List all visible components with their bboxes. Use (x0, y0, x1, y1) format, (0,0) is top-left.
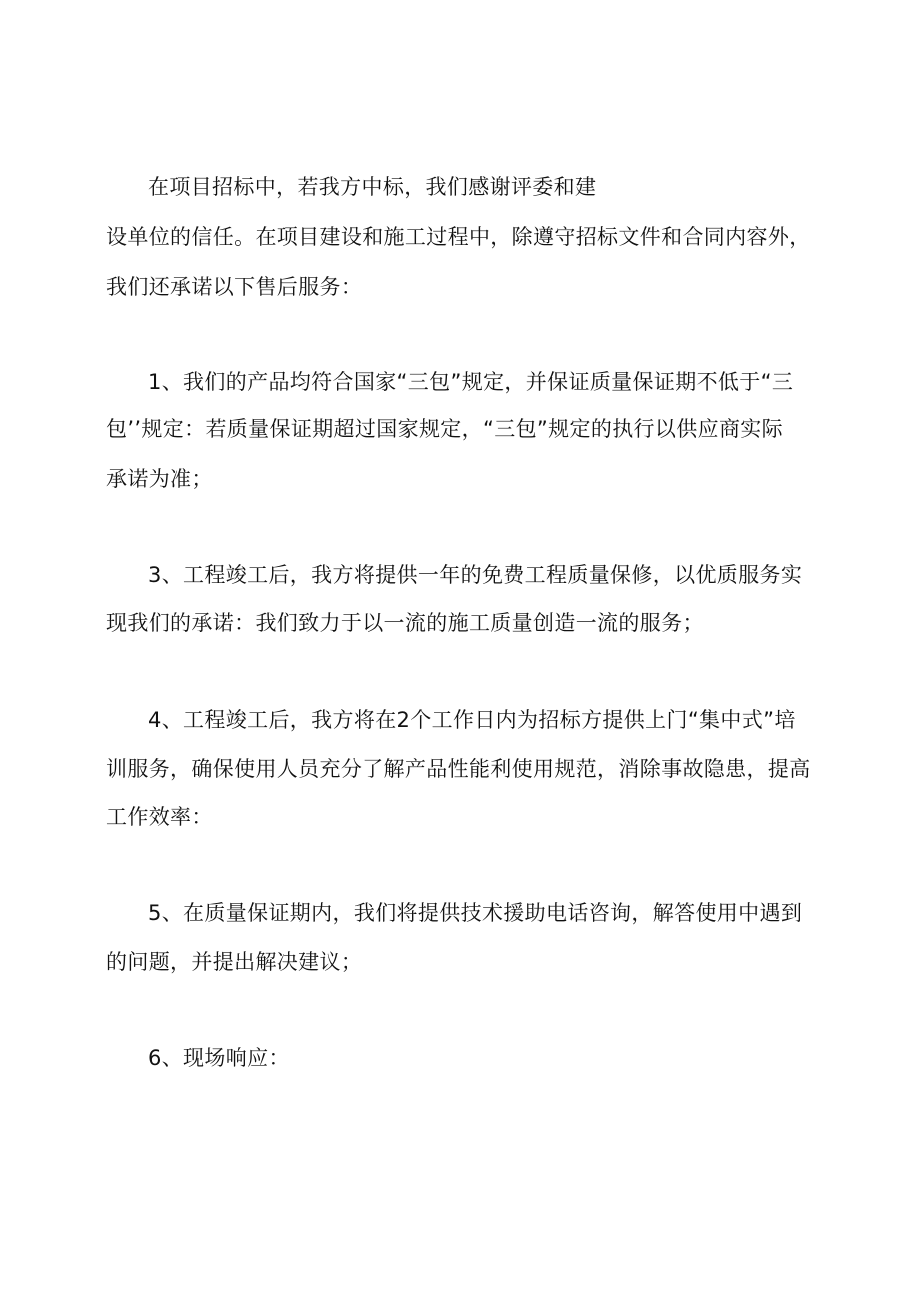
text-line: 在项目招标中，若我方中标，我们感谢评委和建 (148, 175, 597, 199)
text-line: 承诺为准； (106, 467, 213, 491)
text-line: 1、我们的产品均符合国家“三包”规定，并保证质量保证期不低于“三 (148, 370, 794, 394)
text-line: 工作效率： (106, 805, 213, 829)
text-line: 3、工程竣工后，我方将提供一年的免费工程质量保修，以优质服务实 (148, 563, 803, 587)
text-line: 现我们的承诺：我们致力于以一流的施工质量创造一流的服务； (106, 611, 704, 635)
text-line: 设单位的信任。在项目建设和施工过程中，除遵守招标文件和合同内容外， (106, 225, 811, 249)
text-line: 6、现场响应： (148, 1046, 290, 1070)
text-line: 包’’规定：若质量保证期超过国家规定，“三包”规定的执行以供应商实际 (106, 417, 784, 441)
text-line: 4、工程竣工后，我方将在2个工作日内为招标方提供上门“集中式”培 (148, 708, 796, 732)
text-line: 我们还承诺以下售后服务： (106, 275, 363, 299)
text-line: 训服务，确保使用人员充分了解产品性能利使用规范，消除事故隐患，提高 (106, 757, 811, 781)
text-line: 5、在质量保证期内，我们将提供技术援助电话咨询，解答使用中遇到 (148, 901, 803, 925)
text-line: 的问题，并提出解决建议； (106, 950, 363, 974)
